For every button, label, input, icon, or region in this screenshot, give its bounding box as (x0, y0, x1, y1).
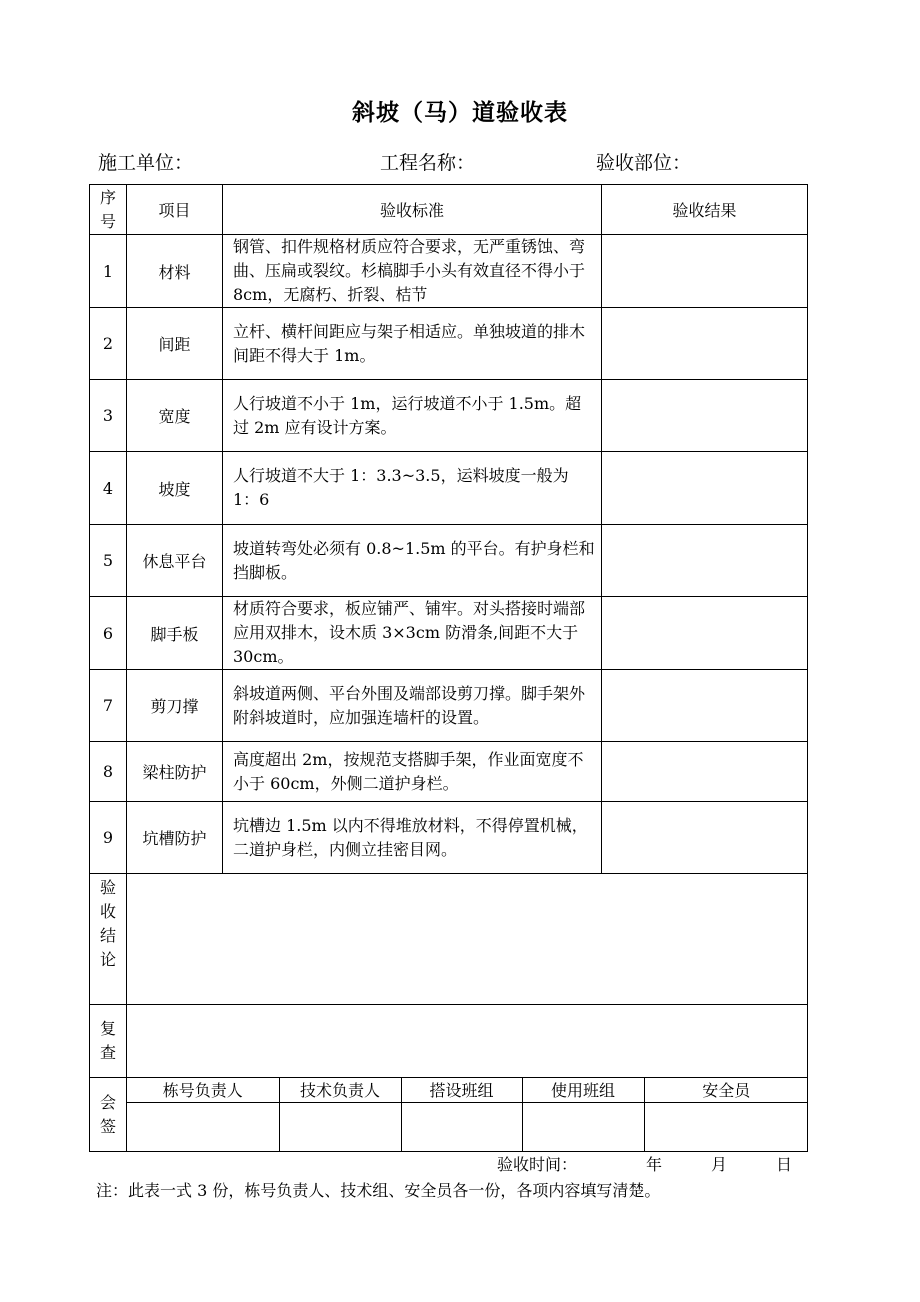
row-standard: 立杆、横杆间距应与架子相适应。单独坡道的排木间距不得大于 1m。 (223, 308, 602, 380)
table-header-row (90, 185, 808, 235)
col-result-header: 验收结果 (602, 185, 808, 235)
footer-note: 注：此表一式 3 份，栋号负责人、技术组、安全员各一份，各项内容填写清楚。 (96, 1181, 661, 1200)
sign-grid (127, 1078, 808, 1151)
sign-col-erection-team: 搭设班组 (401, 1078, 522, 1102)
row-item: 休息平台 (127, 525, 223, 597)
row-item: 脚手板 (127, 597, 223, 670)
row-standard: 材质符合要求，板应铺严、铺牢。对头搭接时端部应用双排木，设木质 3×3cm 防滑条,间距不大于 30cm。 (223, 597, 602, 670)
row-standard: 坑槽边 1.5m 以内不得堆放材料，不得停置机械，二道护身栏，内侧立挂密目网。 (223, 802, 602, 874)
sign-col-tech-lead: 技术负责人 (279, 1078, 401, 1102)
row-no: 7 (90, 670, 127, 742)
sign-row (90, 1078, 808, 1152)
row-standard: 斜坡道两侧、平台外围及端部设剪刀撑。脚手架外附斜坡道时，应加强连墙杆的设置。 (223, 670, 602, 742)
sign-field-erection-team[interactable] (401, 1102, 522, 1151)
conclusion-row (90, 874, 808, 1005)
row-item: 坡度 (127, 452, 223, 525)
sign-field-user-team[interactable] (522, 1102, 644, 1151)
row-result-cell[interactable] (602, 670, 808, 742)
row-standard: 高度超出 2m，按规范支搭脚手架，作业面宽度不小于 60cm，外侧二道护身栏。 (223, 742, 602, 802)
table-row (90, 452, 808, 525)
acceptance-table (89, 184, 808, 1152)
row-standard: 坡道转弯处必须有 0.8~1.5m 的平台。有护身栏和挡脚板。 (223, 525, 602, 597)
row-result-cell[interactable] (602, 380, 808, 452)
row-item: 宽度 (127, 380, 223, 452)
table-row (90, 308, 808, 380)
sign-col-safety-officer: 安全员 (644, 1078, 808, 1102)
row-no: 4 (90, 452, 127, 525)
row-standard: 人行坡道不小于 1m，运行坡道不小于 1.5m。超过 2m 应有设计方案。 (223, 380, 602, 452)
review-label (90, 1005, 127, 1078)
row-item: 梁柱防护 (127, 742, 223, 802)
table-row (90, 802, 808, 874)
row-no: 8 (90, 742, 127, 802)
table-row (90, 525, 808, 597)
table-row (90, 742, 808, 802)
row-standard: 钢管、扣件规格材质应符合要求，无严重锈蚀、弯曲、压扁或裂纹。杉槁脚手小头有效直径不得小于 8cm，无腐朽、折裂、桔节 (223, 235, 602, 308)
row-result-cell[interactable] (602, 597, 808, 670)
row-result-cell[interactable] (602, 802, 808, 874)
row-no: 2 (90, 308, 127, 380)
sign-field-building-lead[interactable] (127, 1102, 279, 1151)
project-name-label: 工程名称： (380, 152, 476, 174)
sign-field-safety-officer[interactable] (644, 1102, 808, 1151)
page-title: 斜坡（马）道验收表 (352, 99, 568, 126)
review-label-char: 查 (99, 1043, 116, 1062)
review-field[interactable] (127, 1005, 808, 1078)
sign-col-user-team: 使用班组 (522, 1078, 644, 1102)
day-label: 日 (776, 1155, 793, 1174)
sign-grid-cell (127, 1078, 808, 1152)
sign-col-building-lead: 栋号负责人 (127, 1078, 279, 1102)
sign-field-tech-lead[interactable] (279, 1102, 401, 1151)
row-no: 3 (90, 380, 127, 452)
conclusion-label-char: 验 (99, 878, 116, 897)
conclusion-label-char: 结 (99, 926, 116, 945)
year-label: 年 (646, 1155, 663, 1174)
table-row (90, 235, 808, 308)
col-no-header (90, 185, 127, 235)
col-item-header: 项目 (127, 185, 223, 235)
month-label: 月 (711, 1155, 728, 1174)
col-standard-header: 验收标准 (223, 185, 602, 235)
row-no: 1 (90, 235, 127, 308)
sign-label-char: 签 (99, 1116, 116, 1136)
row-no: 6 (90, 597, 127, 670)
row-standard: 人行坡道不大于 1：3.3~3.5，运料坡度一般为 1：6 (223, 452, 602, 525)
row-result-cell[interactable] (602, 235, 808, 308)
col-no-line2: 号 (99, 211, 116, 231)
row-result-cell[interactable] (602, 525, 808, 597)
row-no: 5 (90, 525, 127, 597)
conclusion-label (90, 874, 127, 1005)
table-row (90, 597, 808, 670)
row-item: 剪刀撑 (127, 670, 223, 742)
sign-label (90, 1078, 127, 1152)
review-row (90, 1005, 808, 1078)
row-result-cell[interactable] (602, 452, 808, 525)
review-label-char: 复 (99, 1019, 116, 1038)
row-result-cell[interactable] (602, 308, 808, 380)
acceptance-part-label: 验收部位： (596, 152, 692, 174)
table-row (90, 670, 808, 742)
conclusion-label-char: 论 (99, 950, 116, 969)
conclusion-field[interactable] (127, 874, 808, 1005)
table-row (90, 380, 808, 452)
acceptance-time-label: 验收时间： (497, 1155, 578, 1174)
row-item: 坑槽防护 (127, 802, 223, 874)
sign-label-char: 会 (99, 1092, 116, 1112)
construction-unit-label: 施工单位： (98, 152, 194, 174)
row-result-cell[interactable] (602, 742, 808, 802)
row-item: 间距 (127, 308, 223, 380)
col-no-line1: 序 (99, 187, 116, 207)
row-no: 9 (90, 802, 127, 874)
conclusion-label-char: 收 (99, 902, 116, 921)
row-item: 材料 (127, 235, 223, 308)
